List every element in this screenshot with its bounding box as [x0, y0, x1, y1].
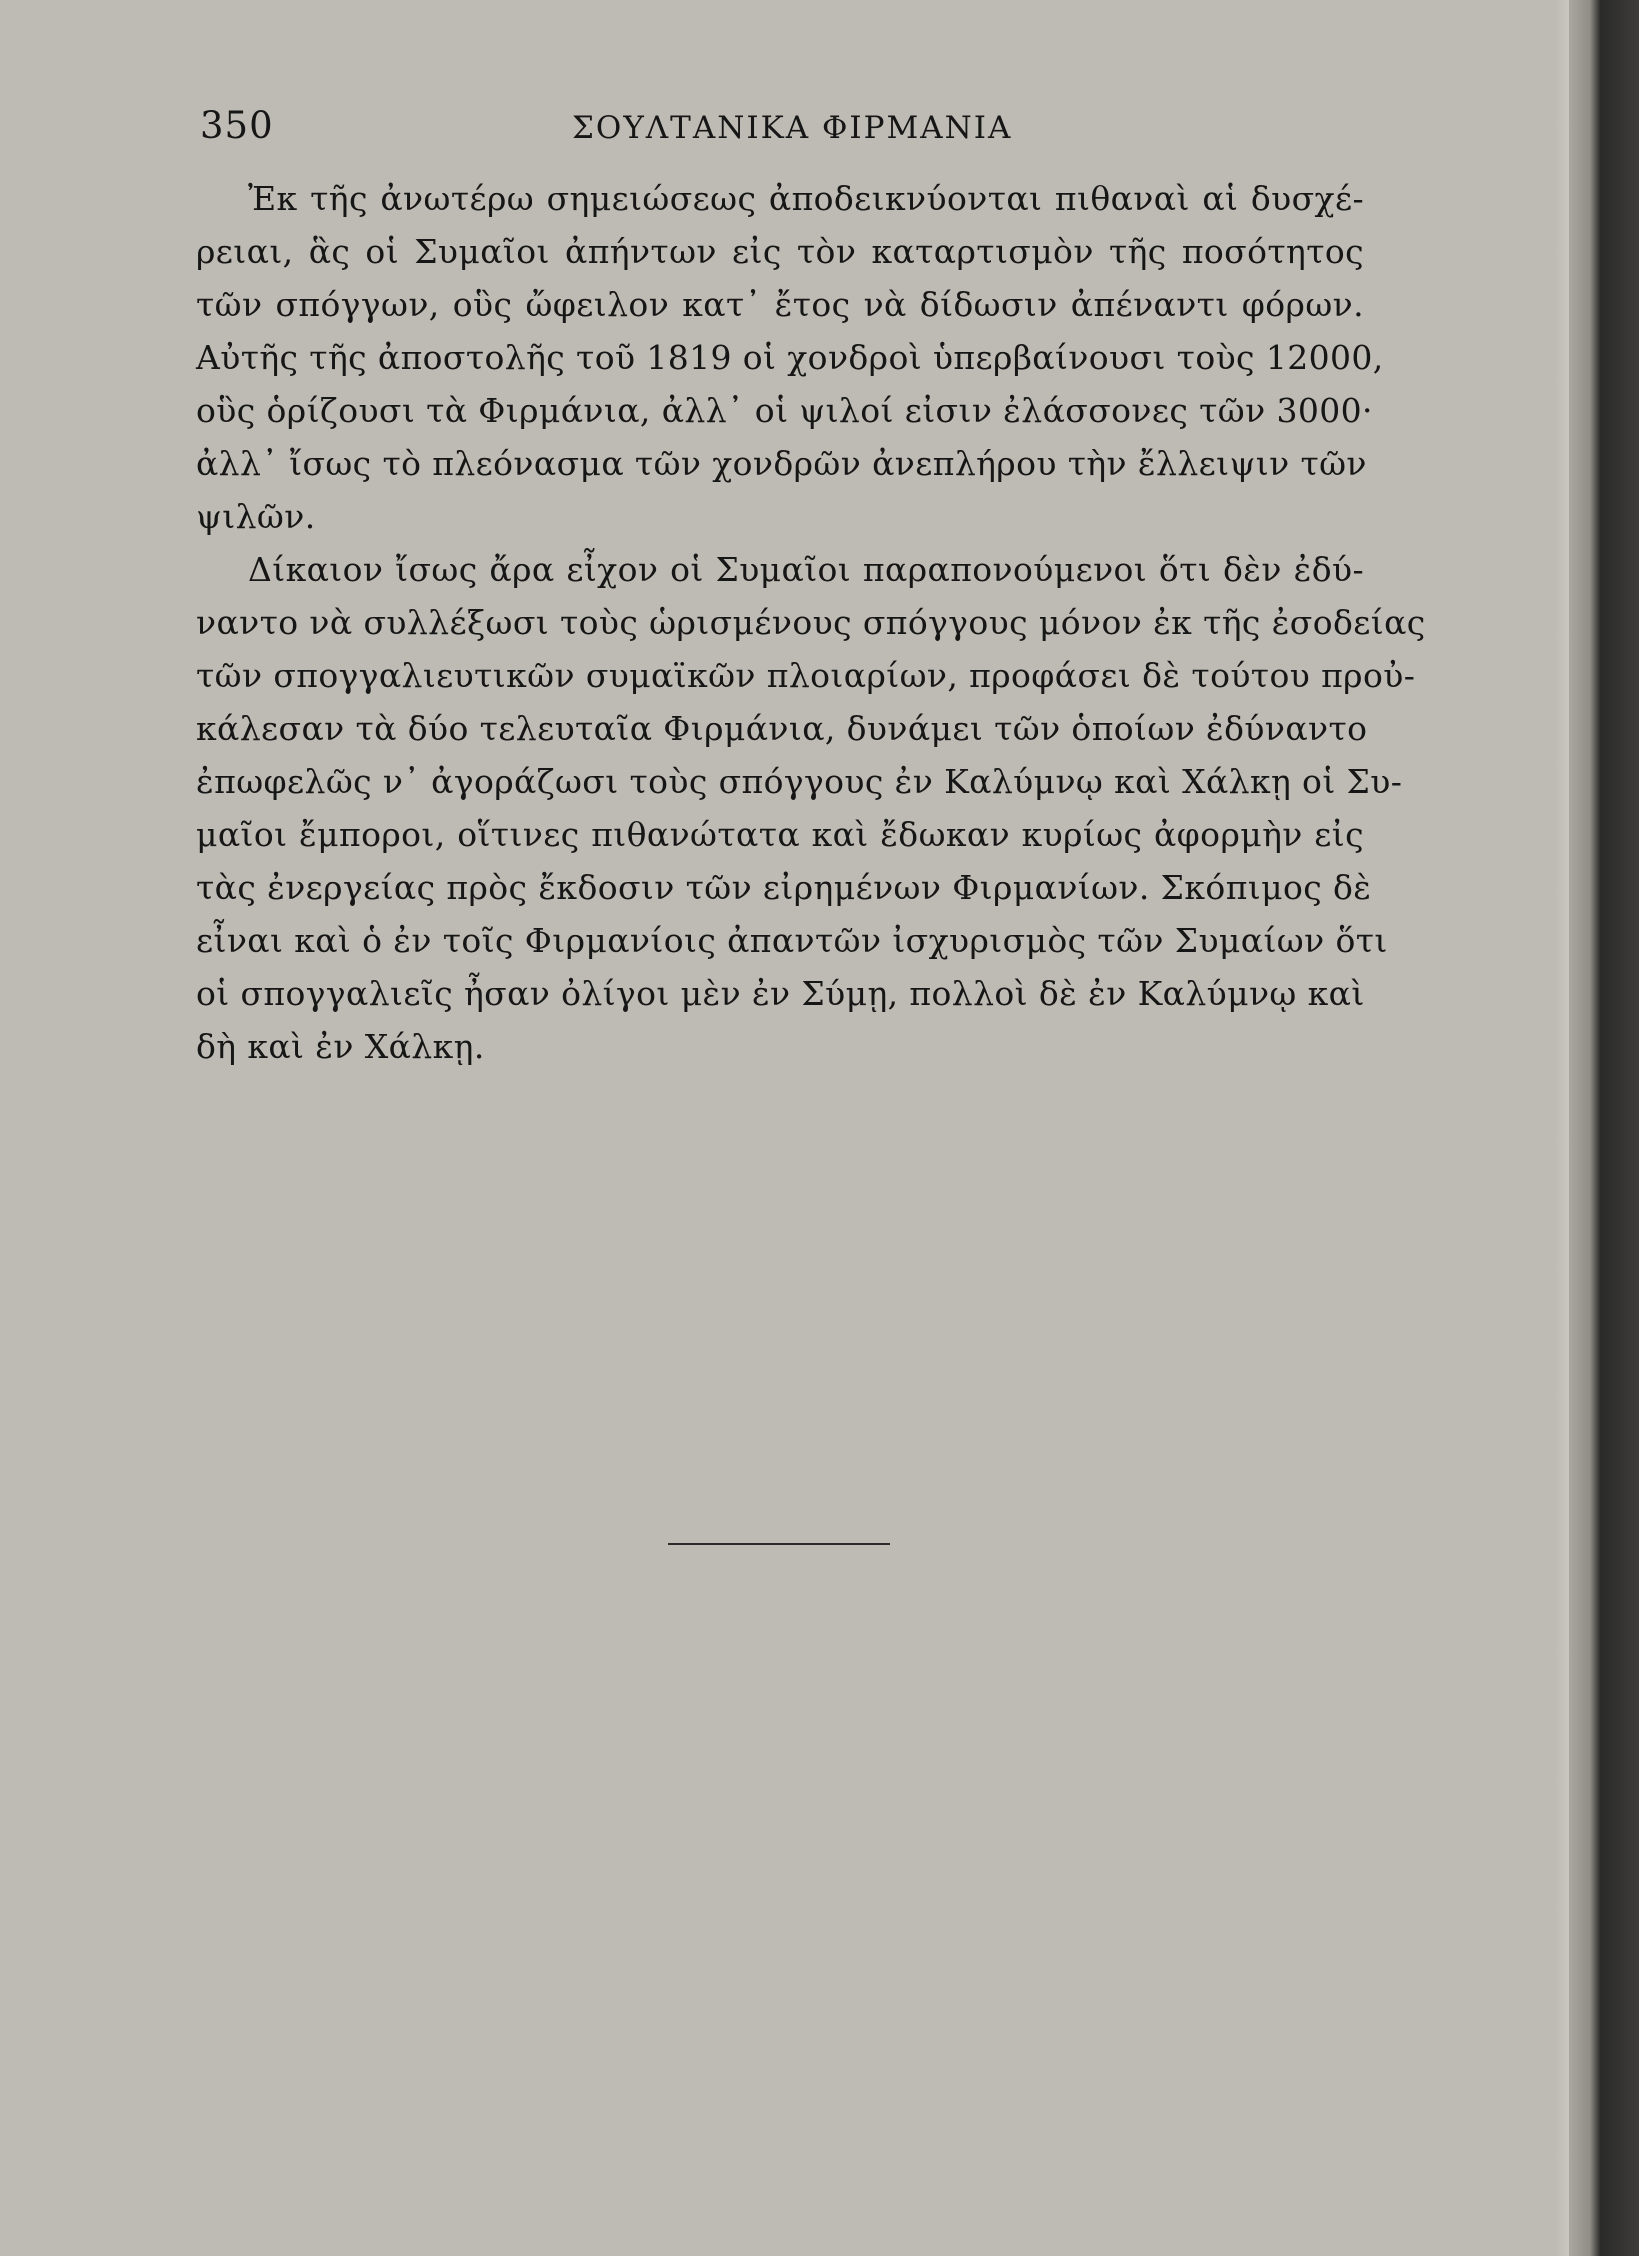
paragraph-2 [196, 543, 1426, 1073]
text-line: Ἐκ τῆς ἀνωτέρω σημειώσεως ἀποδεικνύονται πιθαναὶ αἱ δυσχέ- [248, 179, 1364, 218]
text-line: τὰς ἐνεργείας πρὸς ἔκδοσιν τῶν εἰρημένων Φιρμανίων. Σκόπιμος δὲ [196, 868, 1372, 907]
paragraph-1 [196, 172, 1384, 543]
text-line: Αὐτῆς τῆς ἀποστολῆς τοῦ 1819 οἱ χονδροὶ ὑπερβαίνουσι τοὺς 12000, [196, 338, 1384, 377]
text-line: δὴ καὶ ἐν Χάλκῃ. [196, 1027, 485, 1066]
page-header [200, 104, 1360, 154]
text-line: μαῖοι ἔμποροι, οἵτινες πιθανώτατα καὶ ἔδωκαν κυρίως ἀφορμὴν εἰς [196, 815, 1364, 854]
page-number: 350 [200, 104, 274, 147]
text-line: ναντο νὰ συλλέξωσι τοὺς ὡρισμένους σπόγγους μόνον ἐκ τῆς ἐσοδείας [196, 603, 1426, 642]
text-line: ψιλῶν. [196, 497, 316, 536]
text-line: ἀλλ᾽ ἴσως τὸ πλεόνασμα τῶν χονδρῶν ἀνεπλήρου τὴν ἔλλειψιν τῶν [196, 444, 1367, 483]
text-line: τῶν σπόγγων, οὓς ὤφειλον κατ᾽ ἔτος νὰ δίδωσιν ἀπέναντι φόρων. [196, 285, 1364, 324]
page-edge-highlight [1555, 0, 1569, 2256]
text-line: ρειαι, ἃς οἱ Συμαῖοι ἀπήντων εἰς τὸν καταρτισμὸν τῆς ποσότητος [196, 232, 1364, 271]
running-title: ΣΟΥΛΤΑΝΙΚΑ ΦΙΡΜΑΝΙΑ [572, 110, 1013, 146]
text-line: ἐπωφελῶς ν᾽ ἀγοράζωσι τοὺς σπόγγους ἐν Καλύμνῳ καὶ Χάλκῃ οἱ Συ- [196, 762, 1403, 801]
text-line: κάλεσαν τὰ δύο τελευταῖα Φιρμάνια, δυνάμει τῶν ὁποίων ἐδύναντο [196, 709, 1368, 748]
text-line: οὓς ὁρίζουσι τὰ Φιρμάνια, ἀλλ᾽ οἱ ψιλοί εἰσιν ἐλάσσονες τῶν 3000· [196, 391, 1373, 430]
body-text [196, 172, 1426, 1073]
text-line: Δίκαιον ἴσως ἄρα εἶχον οἱ Συμαῖοι παραπονούμενοι ὅτι δὲν ἐδύ- [248, 550, 1364, 589]
page-binding-shadow [1569, 0, 1639, 2256]
section-end-rule [668, 1543, 890, 1545]
text-line: εἶναι καὶ ὁ ἐν τοῖς Φιρμανίοις ἀπαντῶν ἰσχυρισμὸς τῶν Συμαίων ὅτι [196, 921, 1388, 960]
text-line: οἱ σπογγαλιεῖς ἦσαν ὀλίγοι μὲν ἐν Σύμῃ, πολλοὶ δὲ ἐν Καλύμνῳ καὶ [196, 974, 1365, 1013]
text-line: τῶν σπογγαλιευτικῶν συμαϊκῶν πλοιαρίων, προφάσει δὲ τούτου προὐ- [196, 656, 1416, 695]
